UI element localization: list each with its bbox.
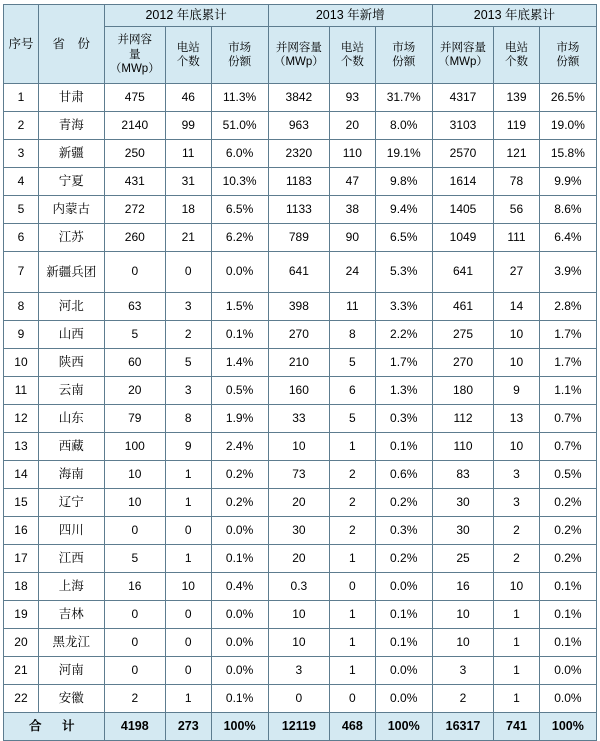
row-index: 21: [4, 657, 39, 685]
cell-2012-share: 1.9%: [211, 405, 268, 433]
cell-2013new-capacity: 30: [268, 517, 329, 545]
cell-2013new-capacity: 10: [268, 433, 329, 461]
cell-2013new-capacity: 73: [268, 461, 329, 489]
table-row: [4, 489, 597, 517]
cell-2013new-count: 2: [330, 517, 376, 545]
header-2013new-share: 市场 份额: [375, 27, 432, 84]
cell-2013cum-share: 3.9%: [539, 252, 596, 293]
cell-2012-count: 21: [165, 224, 211, 252]
cell-2013new-capacity: 963: [268, 112, 329, 140]
cell-2013cum-share: 9.9%: [539, 168, 596, 196]
header-2013cum-capacity: 并网容量 （MWp）: [432, 27, 493, 84]
cell-2013new-capacity: 10: [268, 601, 329, 629]
header-province: 省 份: [38, 5, 104, 84]
row-index: 16: [4, 517, 39, 545]
cell-2013cum-count: 9: [494, 377, 540, 405]
row-index: 2: [4, 112, 39, 140]
cell-2013cum-count: 14: [494, 293, 540, 321]
header-2012-capacity: 并网容 量 （MWp）: [104, 27, 165, 84]
cell-2013cum-count: 119: [494, 112, 540, 140]
cell-2013new-share: 9.8%: [375, 168, 432, 196]
cell-2013cum-capacity: 10: [432, 601, 493, 629]
cell-2013new-count: 0: [330, 685, 376, 713]
cell-2012-count: 11: [165, 140, 211, 168]
cell-2013cum-capacity: 110: [432, 433, 493, 461]
table-row: [4, 405, 597, 433]
row-index: 7: [4, 252, 39, 293]
province-name: 宁夏: [38, 168, 104, 196]
cell-2013cum-share: 19.0%: [539, 112, 596, 140]
cell-2013cum-capacity: 30: [432, 489, 493, 517]
cell-2013new-share: 6.5%: [375, 224, 432, 252]
cell-2013new-capacity: 210: [268, 349, 329, 377]
cell-2012-share: 0.2%: [211, 489, 268, 517]
cell-2012-capacity: 5: [104, 321, 165, 349]
cell-2013cum-capacity: 3103: [432, 112, 493, 140]
province-name: 四川: [38, 517, 104, 545]
province-name: 山西: [38, 321, 104, 349]
cell-2013cum-capacity: 112: [432, 405, 493, 433]
cell-2012-share: 10.3%: [211, 168, 268, 196]
cell-2012-capacity: 2: [104, 685, 165, 713]
table-row: [4, 321, 597, 349]
cell-2013cum-count: 3: [494, 461, 540, 489]
cell-2012-count: 31: [165, 168, 211, 196]
table-row: [4, 629, 597, 657]
cell-2013new-count: 110: [330, 140, 376, 168]
cell-2013cum-share: 0.5%: [539, 461, 596, 489]
row-index: 6: [4, 224, 39, 252]
cell-2013cum-share: 15.8%: [539, 140, 596, 168]
cell-2012-share: 2.4%: [211, 433, 268, 461]
cell-2013cum-count: 3: [494, 489, 540, 517]
cell-2013cum-count: 56: [494, 196, 540, 224]
cell-2012-count: 5: [165, 349, 211, 377]
cell-2012-capacity: 0: [104, 629, 165, 657]
cell-2013cum-share: 1.7%: [539, 321, 596, 349]
pv-capacity-table: [3, 4, 597, 741]
cell-2012-share: 1.4%: [211, 349, 268, 377]
cell-2012-share: 0.0%: [211, 252, 268, 293]
cell-2013new-share: 0.1%: [375, 629, 432, 657]
cell-2012-capacity: 260: [104, 224, 165, 252]
cell-2013new-share: 9.4%: [375, 196, 432, 224]
total-2013cum-count: 741: [494, 713, 540, 741]
cell-2012-share: 0.0%: [211, 657, 268, 685]
row-index: 17: [4, 545, 39, 573]
table-row: [4, 433, 597, 461]
cell-2012-share: 51.0%: [211, 112, 268, 140]
cell-2012-share: 6.5%: [211, 196, 268, 224]
cell-2012-count: 99: [165, 112, 211, 140]
cell-2013new-count: 1: [330, 433, 376, 461]
cell-2013new-capacity: 0.3: [268, 573, 329, 601]
cell-2013new-capacity: 2320: [268, 140, 329, 168]
cell-2013cum-capacity: 641: [432, 252, 493, 293]
province-name: 甘肃: [38, 84, 104, 112]
cell-2012-capacity: 0: [104, 252, 165, 293]
province-name: 陕西: [38, 349, 104, 377]
cell-2012-capacity: 0: [104, 601, 165, 629]
cell-2013cum-share: 26.5%: [539, 84, 596, 112]
total-2012-share: 100%: [211, 713, 268, 741]
cell-2012-capacity: 79: [104, 405, 165, 433]
total-2013new-share: 100%: [375, 713, 432, 741]
cell-2012-share: 0.0%: [211, 629, 268, 657]
cell-2013cum-share: 1.7%: [539, 349, 596, 377]
cell-2012-share: 0.1%: [211, 321, 268, 349]
cell-2013new-share: 0.1%: [375, 433, 432, 461]
cell-2013new-capacity: 1183: [268, 168, 329, 196]
cell-2012-count: 10: [165, 573, 211, 601]
cell-2013new-share: 0.3%: [375, 517, 432, 545]
cell-2013new-share: 5.3%: [375, 252, 432, 293]
cell-2012-capacity: 0: [104, 517, 165, 545]
cell-2013new-share: 2.2%: [375, 321, 432, 349]
province-name: 吉林: [38, 601, 104, 629]
cell-2012-capacity: 250: [104, 140, 165, 168]
province-name: 上海: [38, 573, 104, 601]
cell-2013cum-capacity: 83: [432, 461, 493, 489]
cell-2013new-count: 5: [330, 349, 376, 377]
cell-2012-count: 0: [165, 252, 211, 293]
row-index: 14: [4, 461, 39, 489]
province-name: 黑龙江: [38, 629, 104, 657]
table-row: [4, 517, 597, 545]
table-row: [4, 685, 597, 713]
cell-2013new-count: 90: [330, 224, 376, 252]
row-index: 1: [4, 84, 39, 112]
cell-2013new-capacity: 1133: [268, 196, 329, 224]
cell-2013new-count: 2: [330, 489, 376, 517]
cell-2013cum-count: 10: [494, 349, 540, 377]
cell-2013new-share: 0.2%: [375, 545, 432, 573]
header-2013new-capacity: 并网容量 （MWp）: [268, 27, 329, 84]
province-name: 新疆: [38, 140, 104, 168]
cell-2012-capacity: 5: [104, 545, 165, 573]
table-head: [4, 5, 597, 84]
cell-2013new-share: 0.0%: [375, 573, 432, 601]
province-name: 新疆兵团: [38, 252, 104, 293]
cell-2012-count: 46: [165, 84, 211, 112]
cell-2012-share: 0.1%: [211, 685, 268, 713]
cell-2013new-count: 1: [330, 629, 376, 657]
row-index: 12: [4, 405, 39, 433]
cell-2013new-count: 24: [330, 252, 376, 293]
table-row: [4, 657, 597, 685]
cell-2013new-count: 0: [330, 573, 376, 601]
cell-2013cum-count: 1: [494, 601, 540, 629]
cell-2013cum-share: 6.4%: [539, 224, 596, 252]
row-index: 20: [4, 629, 39, 657]
cell-2013new-capacity: 3: [268, 657, 329, 685]
cell-2012-share: 0.5%: [211, 377, 268, 405]
cell-2013cum-count: 121: [494, 140, 540, 168]
table-row: [4, 349, 597, 377]
row-index: 13: [4, 433, 39, 461]
row-index: 4: [4, 168, 39, 196]
table-row: [4, 252, 597, 293]
cell-2012-count: 0: [165, 657, 211, 685]
cell-2012-capacity: 475: [104, 84, 165, 112]
cell-2012-count: 18: [165, 196, 211, 224]
table-body: [4, 84, 597, 713]
cell-2013new-count: 47: [330, 168, 376, 196]
cell-2013cum-count: 1: [494, 657, 540, 685]
cell-2012-capacity: 20: [104, 377, 165, 405]
cell-2013new-capacity: 398: [268, 293, 329, 321]
header-2013cum-share: 市场 份额: [539, 27, 596, 84]
row-index: 11: [4, 377, 39, 405]
total-2012-capacity: 4198: [104, 713, 165, 741]
province-name: 安徽: [38, 685, 104, 713]
cell-2013cum-capacity: 270: [432, 349, 493, 377]
cell-2012-capacity: 100: [104, 433, 165, 461]
cell-2012-share: 0.0%: [211, 601, 268, 629]
table-row: [4, 140, 597, 168]
cell-2013cum-count: 1: [494, 629, 540, 657]
cell-2012-capacity: 2140: [104, 112, 165, 140]
header-2013new-count: 电站 个数: [330, 27, 376, 84]
table-row: [4, 377, 597, 405]
cell-2012-capacity: 0: [104, 657, 165, 685]
cell-2013new-share: 0.0%: [375, 657, 432, 685]
table-row: [4, 168, 597, 196]
row-index: 10: [4, 349, 39, 377]
cell-2012-share: 0.1%: [211, 545, 268, 573]
table-row: [4, 461, 597, 489]
cell-2013new-share: 8.0%: [375, 112, 432, 140]
province-name: 河北: [38, 293, 104, 321]
cell-2013new-share: 0.6%: [375, 461, 432, 489]
cell-2013new-share: 0.1%: [375, 601, 432, 629]
header-2013cum-count: 电站 个数: [494, 27, 540, 84]
cell-2013cum-share: 0.2%: [539, 489, 596, 517]
table-row: [4, 112, 597, 140]
cell-2013cum-share: 0.0%: [539, 657, 596, 685]
cell-2012-capacity: 10: [104, 461, 165, 489]
total-2013new-count: 468: [330, 713, 376, 741]
cell-2013new-count: 93: [330, 84, 376, 112]
cell-2013cum-capacity: 1614: [432, 168, 493, 196]
total-label: 合 计: [4, 713, 105, 741]
cell-2012-share: 0.2%: [211, 461, 268, 489]
cell-2013new-count: 6: [330, 377, 376, 405]
province-name: 海南: [38, 461, 104, 489]
cell-2012-share: 1.5%: [211, 293, 268, 321]
table-row: [4, 601, 597, 629]
cell-2012-capacity: 60: [104, 349, 165, 377]
row-index: 3: [4, 140, 39, 168]
cell-2013new-count: 5: [330, 405, 376, 433]
cell-2013new-capacity: 20: [268, 545, 329, 573]
cell-2012-capacity: 431: [104, 168, 165, 196]
cell-2012-count: 0: [165, 601, 211, 629]
cell-2013new-share: 0.3%: [375, 405, 432, 433]
province-name: 辽宁: [38, 489, 104, 517]
cell-2012-share: 0.4%: [211, 573, 268, 601]
cell-2012-capacity: 272: [104, 196, 165, 224]
total-2012-count: 273: [165, 713, 211, 741]
cell-2013cum-share: 8.6%: [539, 196, 596, 224]
cell-2013new-share: 31.7%: [375, 84, 432, 112]
cell-2012-share: 11.3%: [211, 84, 268, 112]
cell-2013cum-count: 2: [494, 517, 540, 545]
cell-2013new-capacity: 33: [268, 405, 329, 433]
cell-2012-count: 1: [165, 685, 211, 713]
province-name: 江西: [38, 545, 104, 573]
cell-2012-count: 1: [165, 545, 211, 573]
province-name: 西藏: [38, 433, 104, 461]
cell-2013new-count: 8: [330, 321, 376, 349]
cell-2013new-count: 1: [330, 657, 376, 685]
table-row: [4, 573, 597, 601]
cell-2013cum-share: 0.1%: [539, 573, 596, 601]
cell-2013cum-capacity: 4317: [432, 84, 493, 112]
row-index: 5: [4, 196, 39, 224]
cell-2013new-share: 0.2%: [375, 489, 432, 517]
province-name: 河南: [38, 657, 104, 685]
row-index: 22: [4, 685, 39, 713]
cell-2012-share: 0.0%: [211, 517, 268, 545]
cell-2013new-capacity: 20: [268, 489, 329, 517]
cell-2013new-share: 1.3%: [375, 377, 432, 405]
cell-2012-count: 1: [165, 489, 211, 517]
cell-2013cum-capacity: 1049: [432, 224, 493, 252]
cell-2013cum-capacity: 1405: [432, 196, 493, 224]
cell-2013cum-count: 139: [494, 84, 540, 112]
cell-2013new-count: 2: [330, 461, 376, 489]
cell-2013cum-capacity: 461: [432, 293, 493, 321]
row-index: 8: [4, 293, 39, 321]
province-name: 青海: [38, 112, 104, 140]
cell-2013new-count: 1: [330, 601, 376, 629]
cell-2012-share: 6.0%: [211, 140, 268, 168]
table-row: [4, 293, 597, 321]
cell-2013cum-share: 0.2%: [539, 517, 596, 545]
header-group-2012-cumulative: 2012 年底累计: [104, 5, 268, 27]
cell-2013cum-count: 10: [494, 433, 540, 461]
cell-2013cum-capacity: 10: [432, 629, 493, 657]
cell-2013cum-capacity: 275: [432, 321, 493, 349]
cell-2013cum-count: 2: [494, 545, 540, 573]
province-name: 江苏: [38, 224, 104, 252]
cell-2013new-share: 1.7%: [375, 349, 432, 377]
cell-2012-count: 2: [165, 321, 211, 349]
cell-2012-count: 8: [165, 405, 211, 433]
cell-2012-count: 3: [165, 377, 211, 405]
cell-2013new-capacity: 641: [268, 252, 329, 293]
table-foot: [4, 713, 597, 741]
cell-2013new-capacity: 160: [268, 377, 329, 405]
cell-2012-capacity: 63: [104, 293, 165, 321]
cell-2012-count: 0: [165, 629, 211, 657]
total-2013new-capacity: 12119: [268, 713, 329, 741]
province-name: 山东: [38, 405, 104, 433]
cell-2013new-count: 1: [330, 545, 376, 573]
header-group-2013-cumulative: 2013 年底累计: [432, 5, 596, 27]
total-2013cum-share: 100%: [539, 713, 596, 741]
cell-2013cum-count: 111: [494, 224, 540, 252]
cell-2013cum-count: 27: [494, 252, 540, 293]
header-group-2013-new: 2013 年新增: [268, 5, 432, 27]
cell-2013new-count: 20: [330, 112, 376, 140]
cell-2013new-capacity: 10: [268, 629, 329, 657]
total-2013cum-capacity: 16317: [432, 713, 493, 741]
row-index: 15: [4, 489, 39, 517]
row-index: 19: [4, 601, 39, 629]
table-row: [4, 84, 597, 112]
cell-2013cum-share: 0.0%: [539, 685, 596, 713]
group-header-row: [4, 5, 597, 27]
cell-2013cum-capacity: 16: [432, 573, 493, 601]
cell-2013cum-count: 13: [494, 405, 540, 433]
cell-2013cum-share: 0.7%: [539, 433, 596, 461]
cell-2012-count: 1: [165, 461, 211, 489]
cell-2013new-capacity: 270: [268, 321, 329, 349]
cell-2013new-capacity: 0: [268, 685, 329, 713]
row-index: 18: [4, 573, 39, 601]
table-row: [4, 224, 597, 252]
cell-2012-count: 3: [165, 293, 211, 321]
cell-2013cum-share: 0.7%: [539, 405, 596, 433]
cell-2012-capacity: 10: [104, 489, 165, 517]
cell-2013cum-share: 0.1%: [539, 629, 596, 657]
cell-2013new-capacity: 3842: [268, 84, 329, 112]
cell-2013cum-share: 0.1%: [539, 601, 596, 629]
cell-2012-capacity: 16: [104, 573, 165, 601]
cell-2013cum-capacity: 2570: [432, 140, 493, 168]
header-2012-share: 市场 份额: [211, 27, 268, 84]
cell-2012-count: 0: [165, 517, 211, 545]
cell-2013cum-count: 1: [494, 685, 540, 713]
cell-2012-share: 6.2%: [211, 224, 268, 252]
cell-2013cum-capacity: 25: [432, 545, 493, 573]
province-name: 云南: [38, 377, 104, 405]
row-index: 9: [4, 321, 39, 349]
cell-2013new-count: 11: [330, 293, 376, 321]
cell-2012-count: 9: [165, 433, 211, 461]
cell-2013new-share: 3.3%: [375, 293, 432, 321]
cell-2013cum-capacity: 2: [432, 685, 493, 713]
cell-2013cum-share: 1.1%: [539, 377, 596, 405]
table-row: [4, 196, 597, 224]
cell-2013cum-share: 0.2%: [539, 545, 596, 573]
cell-2013new-share: 0.0%: [375, 685, 432, 713]
cell-2013new-count: 38: [330, 196, 376, 224]
cell-2013cum-share: 2.8%: [539, 293, 596, 321]
cell-2013cum-capacity: 180: [432, 377, 493, 405]
total-row: [4, 713, 597, 741]
table-row: [4, 545, 597, 573]
header-2012-count: 电站 个数: [165, 27, 211, 84]
header-no: 序号: [4, 5, 39, 84]
province-name: 内蒙古: [38, 196, 104, 224]
cell-2013new-capacity: 789: [268, 224, 329, 252]
cell-2013cum-capacity: 30: [432, 517, 493, 545]
cell-2013cum-count: 10: [494, 573, 540, 601]
cell-2013cum-count: 78: [494, 168, 540, 196]
cell-2013new-share: 19.1%: [375, 140, 432, 168]
cell-2013cum-capacity: 3: [432, 657, 493, 685]
cell-2013cum-count: 10: [494, 321, 540, 349]
